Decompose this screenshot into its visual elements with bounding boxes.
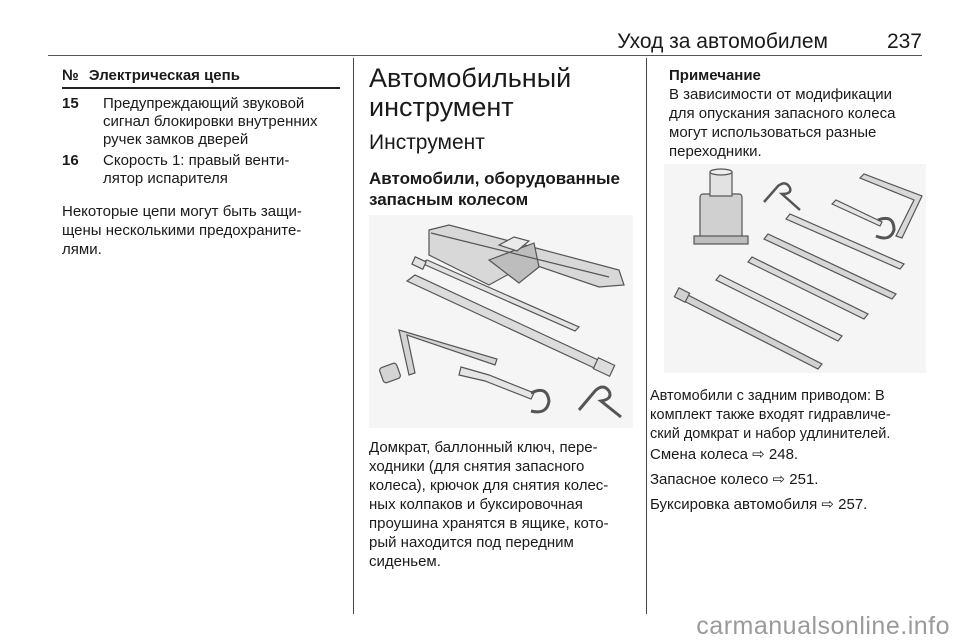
page-reference-icon: ⇨ (772, 471, 786, 488)
note-title: Примечание (669, 67, 761, 84)
tool-kit-illustration (369, 215, 633, 428)
hubcap-hook-illustration (459, 367, 549, 412)
paragraph-line: Некоторые цепи могут быть защи- (62, 203, 302, 220)
paragraph-line: лями. (62, 241, 102, 258)
reference-label: Запасное колесо (650, 471, 769, 488)
row-description (103, 152, 289, 188)
note-line: могут использоваться разные (669, 124, 877, 141)
subsection-heading (369, 168, 639, 210)
cross-reference-link[interactable] (650, 445, 798, 463)
wheel-wrench-illustration (674, 288, 822, 369)
fuse-table-header-rule (62, 87, 340, 89)
paragraph-line: щены несколькими предохраните- (62, 222, 302, 239)
column-divider-right (646, 58, 647, 614)
reference-label: Буксировка автомобиля (650, 496, 818, 513)
hydraulic-jack-kit-illustration (664, 164, 926, 373)
page-number: 237 (886, 30, 922, 53)
extension-rod-illustration (748, 257, 868, 319)
row-line: Скорость 1: правый венти- (103, 152, 290, 169)
title-line: Автомобильный (369, 63, 572, 93)
running-header-title: Уход за автомобилем (617, 30, 828, 53)
page-reference-icon: ⇨ (752, 446, 765, 463)
row-line: сигнал блокировки внутренних (103, 113, 318, 130)
row-description (103, 95, 318, 149)
heading-line: запасным колесом (369, 190, 529, 209)
subsection-title: Инструмент (369, 131, 485, 154)
fuse-table-header-label: Электрическая цепь (88, 67, 240, 84)
page-reference-icon: ⇨ (821, 496, 834, 513)
caption-line: колеса), крючок для снятия колес- (369, 477, 609, 494)
note-text (669, 85, 895, 161)
title-line: инструмент (369, 92, 514, 122)
caption-line: сиденьем. (369, 553, 441, 570)
caption-line: проушина хранятся в ящике, кото- (369, 515, 609, 532)
paragraph-line: комплект также входят гидравличе- (650, 407, 891, 423)
row-line: Предупреждающий звуковой (103, 95, 305, 112)
tool-kit-caption (369, 438, 609, 571)
header-rule (48, 55, 922, 56)
row-number: 16 (62, 152, 79, 169)
rwd-paragraph (650, 387, 891, 444)
column-divider-left (353, 58, 354, 614)
extension-rod-illustration (764, 234, 896, 299)
reference-label: Смена колеса (650, 446, 748, 463)
caption-line: Домкрат, баллонный ключ, пере- (369, 439, 598, 456)
l-shaped-wrench-illustration (860, 174, 922, 238)
reference-page: 248. (768, 446, 799, 463)
caption-line: ных колпаков и буксировочная (369, 496, 583, 513)
towing-eye-illustration (579, 387, 621, 417)
caption-line: ходники (для снятия запасного (369, 458, 585, 475)
extension-rod-illustration (716, 275, 842, 341)
paragraph-line: ский домкрат и набор удлинителей. (650, 426, 891, 442)
reference-page: 251. (789, 471, 819, 488)
hubcap-hook-illustration (832, 200, 894, 238)
reference-page: 257. (838, 496, 868, 513)
cross-reference-link[interactable] (650, 495, 867, 513)
fuse-table-header-num: № (62, 67, 79, 84)
caption-line: рый находится под передним (369, 534, 574, 551)
section-title (369, 64, 639, 122)
towing-eye-illustration (764, 183, 800, 210)
wheel-wrench-illustration (407, 275, 615, 376)
note-line: переходники. (669, 143, 762, 160)
fuse-table-header (62, 67, 240, 84)
cross-reference-link[interactable] (650, 470, 818, 488)
row-number: 15 (62, 95, 79, 112)
watermark: carmanualsonline.info (696, 612, 950, 640)
hydraulic-jack-illustration (694, 169, 748, 244)
heading-line: Автомобили, оборудованные (369, 169, 620, 188)
row-line: ручек замков дверей (103, 131, 249, 148)
fuse-note-paragraph (62, 202, 302, 259)
paragraph-line: Автомобили с задним приводом: В (650, 388, 885, 404)
extension-rod-illustration (786, 214, 904, 269)
row-line: лятор испарителя (103, 170, 228, 187)
note-line: для опускания запасного колеса (669, 105, 896, 122)
note-line: В зависимости от модификации (669, 86, 893, 103)
